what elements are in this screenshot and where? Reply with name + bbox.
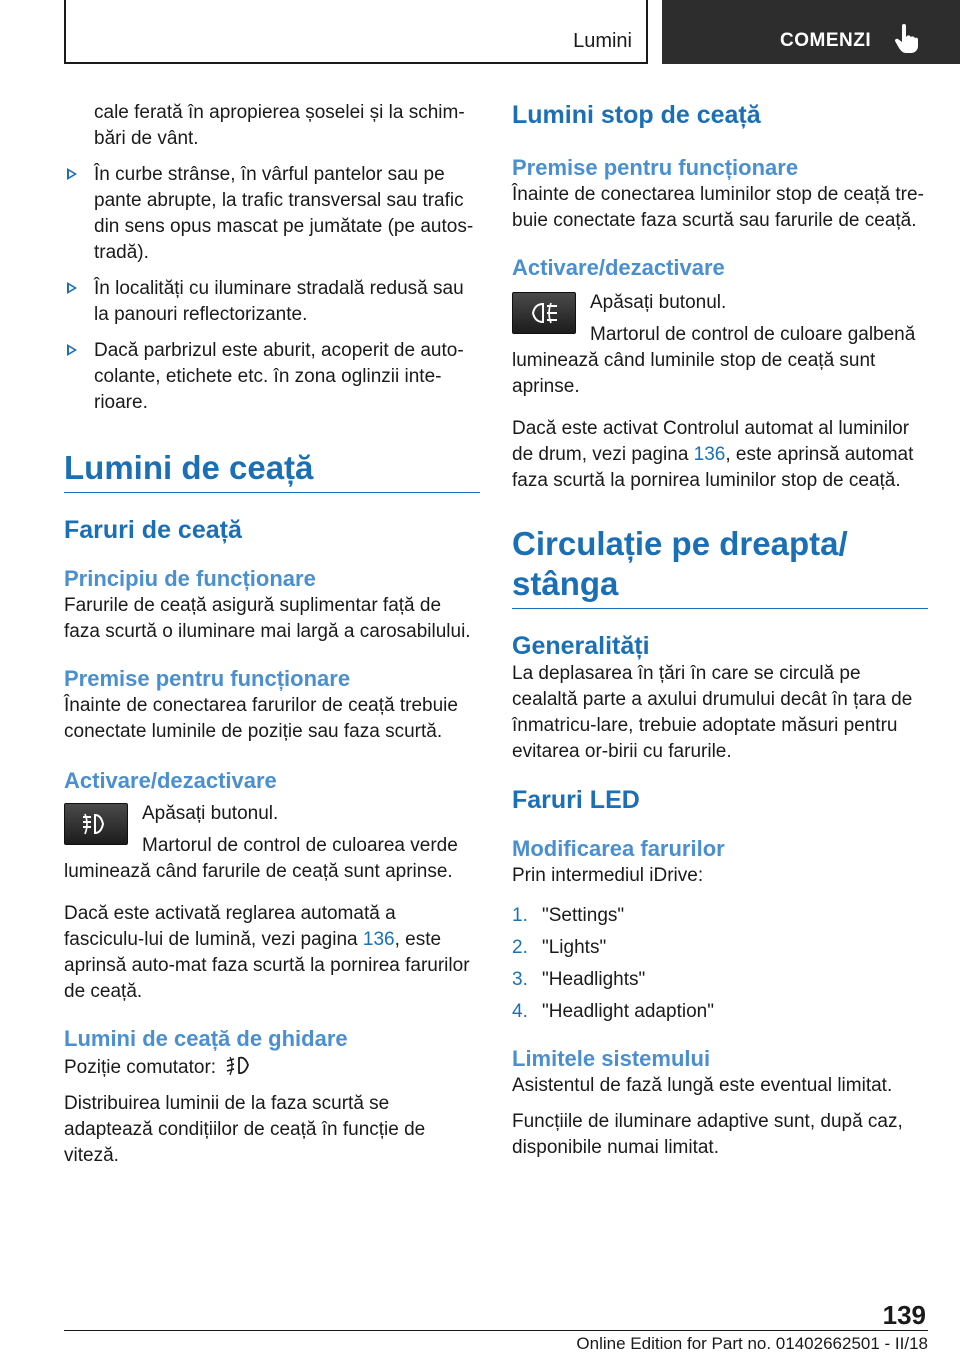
principle-text: Farurile de ceață asigură suplimentar față de faza scurtă o iluminare mai largă a carosabilului.: [64, 595, 471, 642]
limits-text-1: Asistentul de fază lungă este eventual limitat.: [512, 1075, 893, 1096]
list-item: În curbe strânse, în vârful pantelor sau pe pante abrupte, la trafic transversal sau trafic din sens opus mascat pe jumătate (pe autos-tradă).: [64, 162, 480, 266]
list-item: Dacă parbrizul este aburit, acoperit de auto-colante, etichete etc. în zona oglinzii inte-rioare.: [64, 338, 480, 416]
bullet-triangle-icon: [67, 282, 77, 294]
header-section-box: [64, 0, 648, 64]
right-column: [512, 100, 928, 1171]
limits-heading: Limitele sistemului: [512, 1046, 711, 1071]
rear-press-button-text: Apăsați butonul.: [590, 292, 727, 313]
activation-heading: Activare/dezactivare: [64, 768, 277, 793]
list-item: 3. "Headlights": [512, 969, 646, 990]
indicator-text: Martorul de control de culoarea verde luminează când farurile de ceață sunt aprinse.: [64, 835, 458, 882]
chapter-title: COMENZI: [780, 30, 872, 51]
list-item: În localități cu iluminare stradală redusă sau la panouri reflectorizante.: [64, 276, 480, 328]
list-item: 4. "Headlight adaption": [512, 1001, 714, 1022]
left-column: [64, 100, 480, 1179]
rear-activation-block: [512, 290, 928, 410]
principle-heading: Principiu de funcționare: [64, 566, 316, 591]
section-title: Lumini: [573, 30, 632, 52]
edition-text: Online Edition for Part no. 01402662501 - II/18: [576, 1334, 928, 1353]
rear-prerequisites-heading: Premise pentru funcționare: [512, 155, 799, 180]
list-item: 2. "Lights": [512, 937, 607, 958]
prerequisites-text: Înainte de conectarea farurilor de ceață trebuie conectate luminile de poziție sau faza scurtă.: [64, 695, 458, 742]
rear-activation-heading: Activare/dezactivare: [512, 255, 725, 280]
section-heading-block: [64, 448, 480, 493]
auto-headlight-text: Dacă este activată reglarea automată a fasciculu-lui de lumină, vezi pagina 136, este aprinsă auto-mat faza scurtă la pornirea farurilor de ceață.: [64, 903, 470, 1002]
bullet-triangle-icon: [67, 344, 77, 356]
page-number: 139: [882, 1300, 926, 1330]
guidance-fog-heading: Lumini de ceață de ghidare: [64, 1026, 348, 1051]
general-heading: Generalități: [512, 632, 650, 660]
traffic-side-heading-block: [512, 524, 928, 609]
fog-light-switch-icon: [225, 1053, 253, 1077]
idrive-steps: [512, 903, 928, 1025]
activation-block: [64, 801, 480, 895]
page-link[interactable]: 136: [693, 444, 726, 465]
press-button-text: Apăsați butonul.: [142, 803, 279, 824]
rear-fog-heading: Lumini stop de ceață: [512, 101, 761, 129]
fog-light-button: [64, 803, 128, 845]
section-heading: Lumini de ceață: [64, 449, 314, 486]
led-heading: Faruri LED: [512, 786, 640, 814]
rear-fog-light-button: [512, 292, 576, 334]
distribution-text: Distribuirea luminii de la faza scurtă se adaptează condițiilor de ceață în funcție de viteză.: [64, 1093, 426, 1166]
prerequisites-heading: Premise pentru funcționare: [64, 666, 351, 691]
rear-auto-text: Dacă este activat Controlul automat al luminilor de drum, vezi pagina 136, este aprinsă automat faza scurtă la pornirea luminilor stop de ceață.: [512, 418, 914, 491]
subsection-heading: Faruri de ceață: [64, 516, 242, 544]
limits-text-2: Funcțiile de iluminare adaptive sunt, după caz, disponibile numai limitat.: [512, 1111, 903, 1158]
general-text: La deplasarea în țări în care se circulă pe cealaltă parte a axului drumului decât în țara de înmatricu-lare, trebuie adoptate măsuri pentru evitarea or-birii cu farurile.: [512, 663, 913, 762]
bullet-triangle-icon: [67, 168, 77, 180]
rear-prerequisites-text: Înainte de conectarea luminilor stop de ceață tre-buie conectate faza scurtă sau farurile de ceață.: [512, 184, 924, 231]
modify-text: Prin intermediul iDrive:: [512, 865, 704, 886]
front-fog-light-icon: [81, 812, 111, 836]
rear-indicator-text: Martorul de control de culoare galbenă luminează când luminile stop de ceață sunt aprinse.: [512, 324, 916, 397]
chapter-tab[interactable]: [662, 0, 960, 64]
page-link[interactable]: 136: [362, 929, 395, 950]
continued-text: cale ferată în apropierea șoselei și la schim-bări de vânt.: [94, 102, 465, 149]
hand-pointer-icon: [894, 24, 920, 54]
footer-divider: [64, 1330, 928, 1331]
switch-position-text: Poziție comutator:: [64, 1053, 480, 1081]
traffic-side-heading: Circulație pe dreapta/ stânga: [512, 525, 848, 602]
list-item: 1. "Settings": [512, 905, 625, 926]
rear-fog-light-icon: [529, 301, 561, 325]
condition-list: [64, 162, 480, 416]
modify-heading: Modificarea farurilor: [512, 836, 725, 861]
